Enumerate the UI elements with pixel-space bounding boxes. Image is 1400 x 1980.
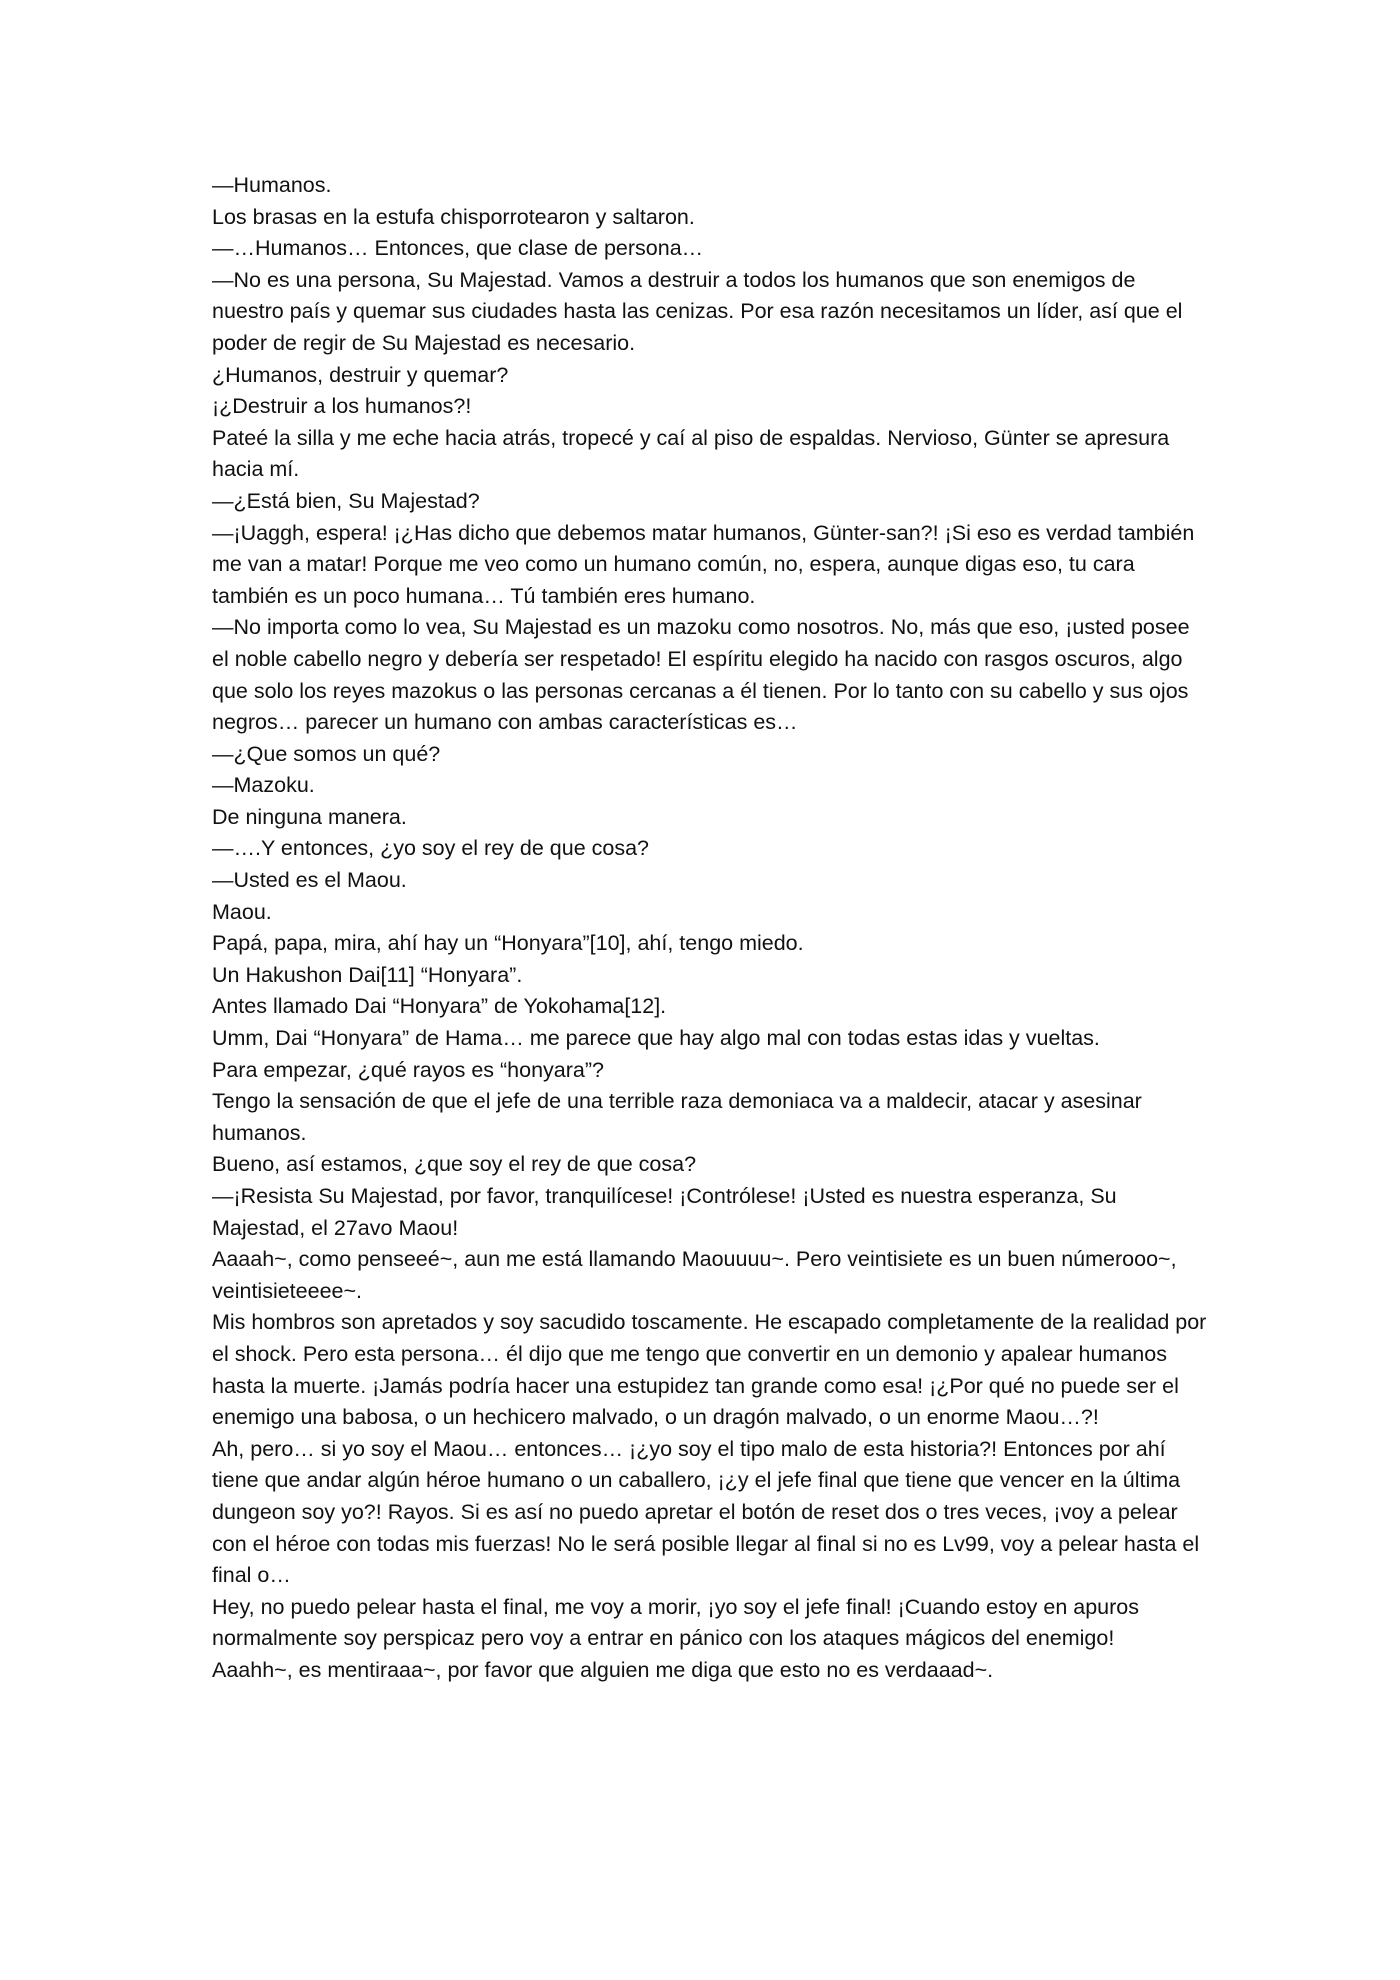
paragraph: —¿Está bien, Su Majestad? bbox=[212, 488, 480, 513]
paragraph: —….Y entonces, ¿yo soy el rey de que cosa? bbox=[212, 836, 650, 861]
paragraph: —No es una persona, Su Majestad. Vamos a destruir a todos los humanos que son enemigos de nuestro país y quemar sus ciudades hasta las cenizas. Por esa razón necesitamos un líder, así que el poder de regir de Su Majestad es necesario. bbox=[212, 267, 1183, 355]
paragraph: De ninguna manera. bbox=[212, 804, 407, 829]
paragraph: Umm, Dai “Honyara” de Hama… me parece que hay algo mal con todas estas idas y vueltas. bbox=[212, 1026, 1100, 1051]
paragraph: Un Hakushon Dai[11] “Honyara”. bbox=[212, 962, 523, 987]
paragraph: Maou. bbox=[212, 899, 272, 924]
paragraph: ¡¿Destruir a los humanos?! bbox=[212, 394, 472, 419]
paragraph: Para empezar, ¿qué rayos es “honyara”? bbox=[212, 1057, 604, 1082]
paragraph: Los brasas en la estufa chisporrotearon y saltaron. bbox=[212, 204, 695, 229]
paragraph: —Usted es el Maou. bbox=[212, 868, 407, 893]
body-text bbox=[212, 170, 1210, 1687]
paragraph: Pateé la silla y me eche hacia atrás, tropecé y caí al piso de espaldas. Nervioso, Günter se apresura hacia mí. bbox=[212, 425, 1170, 482]
paragraph: —No importa como lo vea, Su Majestad es un mazoku como nosotros. No, más que eso, ¡usted posee el noble cabello negro y debería ser respetado! El espíritu elegido ha nacido con rasgos oscuros, algo que solo los reyes mazokus o las personas cercanas a él tienen. Por lo tanto con su cabello y sus ojos negros… parecer un humano con ambas características es… bbox=[212, 615, 1190, 735]
paragraph: Antes llamado Dai “Honyara” de Yokohama[12]. bbox=[212, 994, 667, 1019]
paragraph: —…Humanos… Entonces, que clase de persona… bbox=[212, 236, 704, 261]
paragraph: Tengo la sensación de que el jefe de una terrible raza demoniaca va a maldecir, atacar y asesinar humanos. bbox=[212, 1089, 1142, 1145]
paragraph: Aaaah~, como penseeé~, aun me está llamando Maouuuu~. Pero veintisiete es un buen númerooo~, veintisieteeee~. bbox=[212, 1247, 1177, 1303]
paragraph: Ah, pero… si yo soy el Maou… entonces… ¡¿yo soy el tipo malo de esta historia?! Entonces por ahí tiene que andar algún héroe humano o un caballero, ¡¿y el jefe final que tiene que vencer en la última dungeon soy yo?! Rayos. Si es así no puedo apretar el botón de reset dos o tres veces, ¡voy a pelear con el héroe con todas mis fuerzas! No le será posible llegar al final si no es Lv99, voy a pelear hasta el final o… bbox=[212, 1436, 1200, 1588]
paragraph: —¿Que somos un qué? bbox=[212, 741, 441, 766]
paragraph: —¡Resista Su Majestad, por favor, tranquilícese! ¡Contrólese! ¡Usted es nuestra esperanza, Su Majestad, el 27avo Maou! bbox=[212, 1184, 1117, 1240]
paragraph: ¿Humanos, destruir y quemar? bbox=[212, 362, 509, 387]
paragraph: Hey, no puedo pelear hasta el final, me voy a morir, ¡yo soy el jefe final! ¡Cuando estoy en apuros normalmente soy perspicaz pero voy a entrar en pánico con los ataques mágicos del enemigo! bbox=[212, 1594, 1139, 1651]
paragraph: Bueno, así estamos, ¿que soy el rey de que cosa? bbox=[212, 1152, 697, 1177]
paragraph: Papá, papa, mira, ahí hay un “Honyara”[10], ahí, tengo miedo. bbox=[212, 931, 804, 956]
paragraph: Aaahh~, es mentiraaa~, por favor que alguien me diga que esto no es verdaaad~. bbox=[212, 1657, 994, 1682]
paragraph: —Mazoku. bbox=[212, 773, 315, 798]
paragraph: —Humanos. bbox=[212, 173, 332, 197]
paragraph: Mis hombros son apretados y soy sacudido toscamente. He escapado completamente de la realidad por el shock. Pero esta persona… él dijo que me tengo que convertir en un demonio y apalear humanos hasta la muerte. ¡Jamás podría hacer una estupidez tan grande como esa! ¡¿Por qué no puede ser el enemigo una babosa, o un hechicero malvado, o un dragón malvado, o un enorme Maou…?! bbox=[212, 1310, 1207, 1430]
paragraph: —¡Uaggh, espera! ¡¿Has dicho que debemos matar humanos, Günter-san?! ¡Si eso es verdad también me van a matar! Porque me veo como un humano común, no, espera, aunque digas eso, tu cara también es un poco humana… Tú también eres humano. bbox=[212, 520, 1195, 608]
